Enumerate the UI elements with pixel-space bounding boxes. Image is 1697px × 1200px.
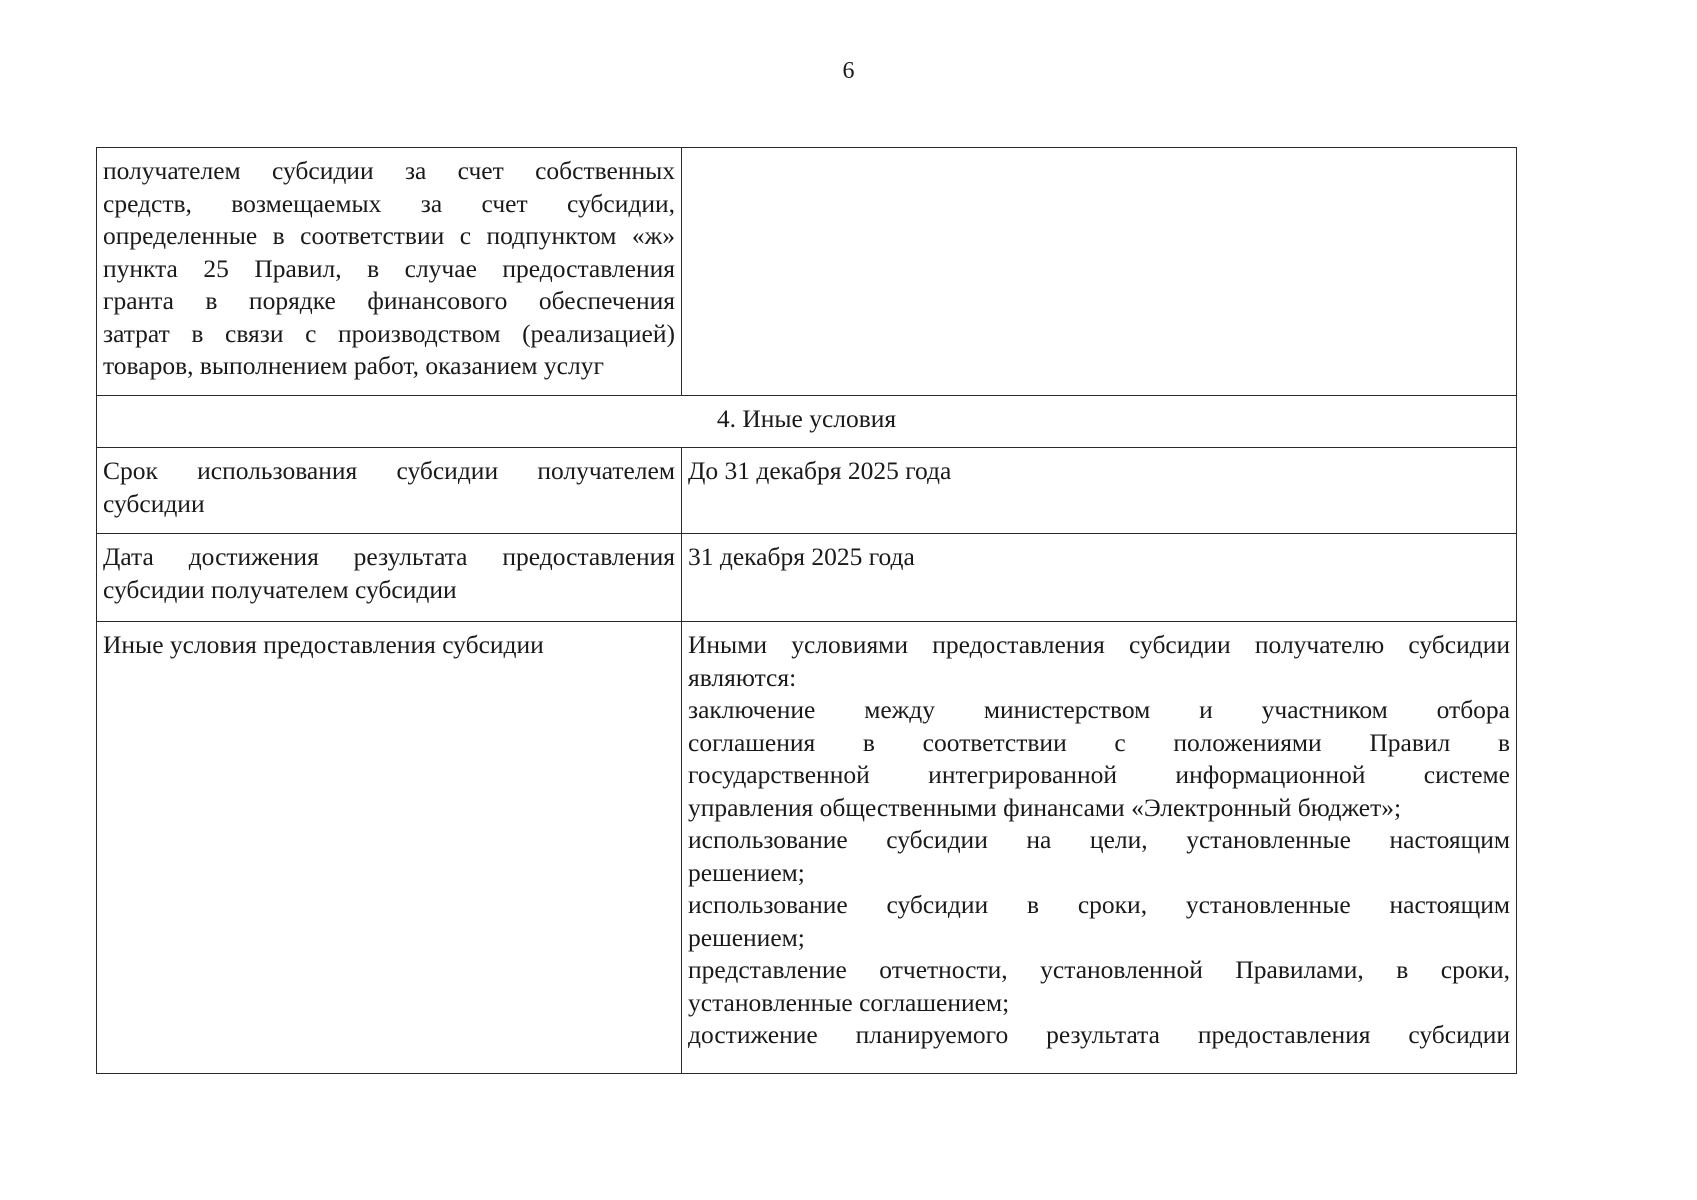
result-date-label-line-2: субсидии получателем субсидии xyxy=(103,574,457,604)
other-conditions-line-9: использование субсидии в сроки, установленные настоящим xyxy=(688,890,1510,919)
other-conditions-line-1: Иными условиями предоставления субсидии получателю субсидии xyxy=(688,630,1510,659)
other-conditions-line-11: представление отчетности, установленной Правилами, в сроки, xyxy=(688,955,1510,984)
continued-line-3: определенные в соответствии с подпунктом «ж» xyxy=(103,221,675,250)
continued-cell-left xyxy=(97,148,682,396)
other-conditions-label: Иные условия предоставления субсидии xyxy=(97,622,682,1074)
other-conditions-line-12: установленные соглашением; xyxy=(688,987,1010,1017)
other-conditions-line-5: государственной интегрированной информационной системе xyxy=(688,760,1510,789)
continued-cell-right xyxy=(682,148,1517,396)
other-conditions-line-7: использование субсидии на цели, установленные настоящим xyxy=(688,825,1510,854)
continued-line-4: пункта 25 Правил, в случае предоставления xyxy=(103,253,675,283)
conditions-table xyxy=(96,147,1517,1074)
table-row-continued xyxy=(97,148,1517,396)
other-conditions-line-13: достижение планируемого результата предоставления субсидии xyxy=(688,1020,1510,1049)
continued-line-2: средств, возмещаемых за счет субсидии, xyxy=(103,188,675,218)
usage-term-label-line-2: субсидии xyxy=(103,488,205,518)
table-row-other-conditions xyxy=(97,622,1517,1074)
result-date-value: 31 декабря 2025 года xyxy=(682,534,1517,622)
usage-term-label-line-1: Срок использования субсидии получателем xyxy=(103,456,675,485)
other-conditions-line-10: решением; xyxy=(688,922,805,952)
usage-term-label xyxy=(97,448,682,534)
result-date-label-line-1: Дата достижения результата предоставления xyxy=(103,542,675,571)
other-conditions-line-4: соглашения в соответствии с положениями Правил в xyxy=(688,727,1510,757)
page-number: 6 xyxy=(842,58,855,84)
section-header: 4. Иные условия xyxy=(97,396,1517,448)
table-row-usage-term xyxy=(97,448,1517,534)
other-conditions-text xyxy=(682,622,1517,1074)
usage-term-value: До 31 декабря 2025 года xyxy=(682,448,1517,534)
continued-line-6: затрат в связи с производством (реализацией) xyxy=(103,318,675,348)
continued-line-1: получателем субсидии за счет собственных xyxy=(103,156,675,185)
other-conditions-line-2: являются: xyxy=(688,662,797,692)
table-row-result-date xyxy=(97,534,1517,622)
table-row-section-header xyxy=(97,396,1517,448)
result-date-label xyxy=(97,534,682,622)
other-conditions-line-6: управления общественными финансами «Электронный бюджет»; xyxy=(688,792,1402,822)
other-conditions-line-3: заключение между министерством и участником отбора xyxy=(688,695,1510,724)
other-conditions-line-8: решением; xyxy=(688,857,805,887)
continued-line-5: гранта в порядке финансового обеспечения xyxy=(103,286,675,315)
continued-line-7: товаров, выполнением работ, оказанием услуг xyxy=(103,351,604,380)
